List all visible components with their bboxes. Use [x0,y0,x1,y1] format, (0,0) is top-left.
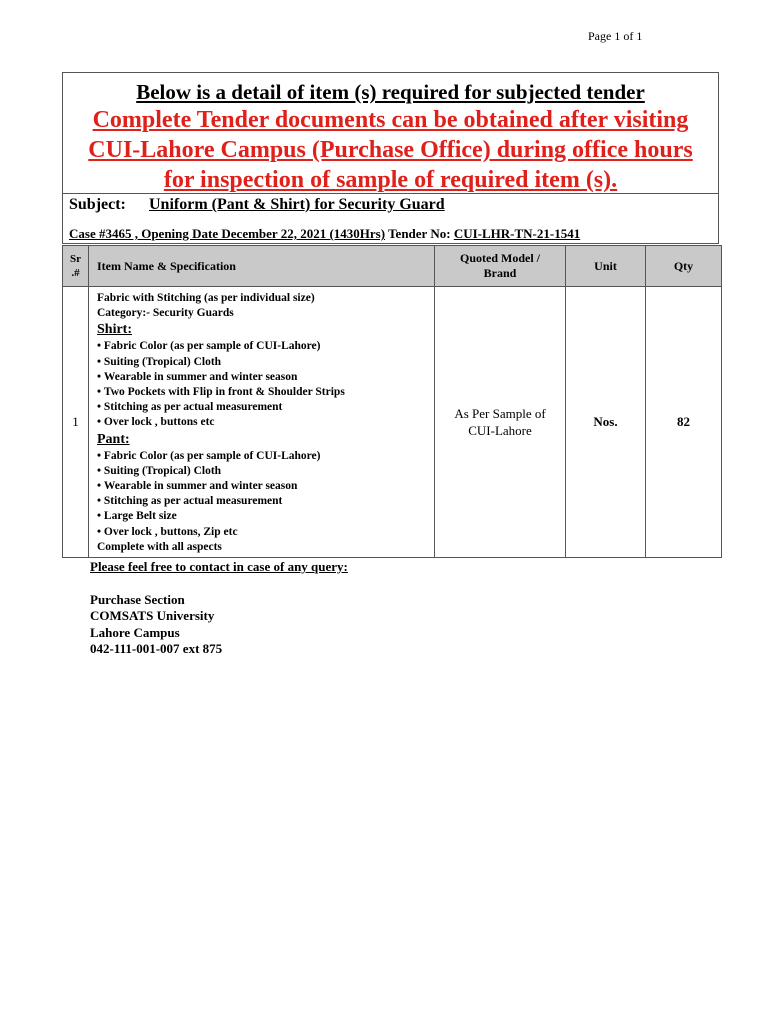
header-model: Quoted Model / Brand [435,246,566,287]
case-text: Case #3465 , Opening Date December 22, 2021 (1430Hrs) [69,226,386,241]
header-sr: Sr .# [63,246,89,287]
items-table [62,245,722,558]
contact-line: Lahore Campus [90,624,180,640]
notice-line: for inspection of sample of required item (s). [163,167,618,193]
list-item: • Fabric Color (as per sample of CUI-Lahore) [97,449,428,464]
list-item: • Suiting (Tropical) Cloth [97,355,428,370]
table-header-row [63,246,722,287]
table-row [63,287,722,558]
header-title: Below is a detail of item (s) required for subjected tender [136,80,645,104]
pant-heading: Pant: [97,431,130,447]
list-item: • Wearable in summer and winter season [97,370,428,385]
spec-intro: Category:- Security Guards [97,307,234,320]
contact-line: COMSATS University [90,608,215,623]
list-item: • Wearable in summer and winter season [97,479,428,494]
list-item: • Over lock , buttons etc [97,415,428,430]
row-model: As Per Sample of CUI-Lahore [435,287,566,558]
tender-header [62,72,719,194]
header-unit: Unit [566,246,646,287]
list-item: • Suiting (Tropical) Cloth [97,464,428,479]
notice-line: CUI-Lahore Campus (Purchase Office) during office hours [88,137,693,163]
spec-intro: Fabric with Stitching (as per individual size) [97,292,315,304]
shirt-heading: Shirt: [97,322,132,338]
row-specification [89,287,435,558]
list-item: • Stitching as per actual measurement [97,400,428,415]
contact-line: Purchase Section [90,591,185,607]
row-qty: 82 [646,287,722,558]
contact-block [90,559,348,658]
list-item: • Stitching as per actual measurement [97,494,428,509]
row-sr: 1 [63,287,89,558]
header-item: Item Name & Specification [89,246,435,287]
row-unit: Nos. [566,287,646,558]
list-item: • Fabric Color (as per sample of CUI-Lahore) [97,339,428,354]
contact-prompt: Please feel free to contact in case of any query: [90,559,348,574]
list-item: • Over lock , buttons, Zip etc [97,525,428,540]
contact-phone: 042-111-001-007 ext 875 [90,641,223,656]
pant-list [97,449,428,540]
header-qty: Qty [646,246,722,287]
case-info [69,226,580,242]
list-item: • Large Belt size [97,509,428,524]
subject-section [62,194,719,244]
tender-number: CUI-LHR-TN-21-1541 [453,226,581,241]
subject-value: Uniform (Pant & Shirt) for Security Guard [149,196,445,213]
subject-label: Subject: [69,196,126,213]
page-number: Page 1 of 1 [588,29,643,43]
spec-closing: Complete with all aspects [97,540,222,553]
tender-label: Tender No: [385,226,454,241]
shirt-list [97,339,428,430]
notice-line: Complete Tender documents can be obtained after visiting [92,107,689,133]
list-item: • Two Pockets with Flip in front & Shoulder Strips [97,385,428,400]
